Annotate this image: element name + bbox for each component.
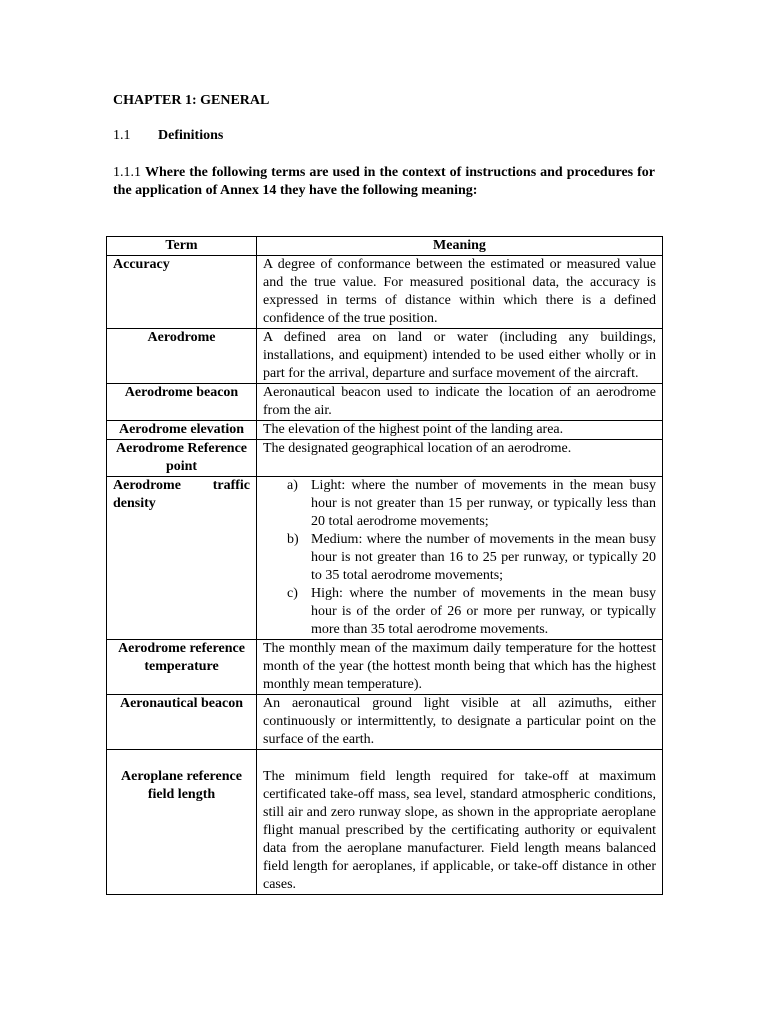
term-cell: Aerodrome traffic density: [107, 477, 257, 640]
table-row: [107, 695, 663, 750]
list-item-marker: c. c): [287, 586, 298, 601]
chapter-title: CHAPTER 1: GENERAL: [113, 93, 270, 108]
table-row: [107, 750, 663, 895]
meaning-cell: An aeronautical ground light visible at all azimuths, either continuously or intermittently, to designate a particular point on the surface of the earth.: [257, 695, 663, 750]
density-list: [263, 477, 656, 639]
term-cell: Aerodrome reference temperature: [107, 640, 257, 695]
intro-number: 1.1.1: [113, 165, 141, 180]
definitions-table: [106, 236, 663, 895]
list-item-text: High: where the number of movements in the mean busy hour is of the order of 26 or more per runway, or typically more than 35 total aerodrome movements.: [311, 586, 656, 637]
list-item: [287, 585, 656, 639]
table-row: [107, 421, 663, 440]
term-column-header: Term: [107, 237, 257, 256]
section-number: 1.1: [113, 128, 131, 143]
section-heading: [113, 128, 223, 144]
term-cell: Aerodrome beacon: [107, 384, 257, 421]
section-title: Definitions: [158, 128, 224, 143]
table-row: [107, 440, 663, 477]
term-cell: Aerodrome elevation: [107, 421, 257, 440]
meaning-cell: [257, 477, 663, 640]
list-item-marker: a. a): [287, 478, 298, 493]
table-row: [107, 256, 663, 329]
intro-paragraph: [113, 164, 655, 200]
term-cell: Aerodrome: [107, 329, 257, 384]
meaning-cell: The designated geographical location of an aerodrome.: [257, 440, 663, 477]
intro-text: Where the following terms are used in the context of instructions and procedures for the application of Annex 14 they have the following meaning:: [113, 165, 655, 198]
table-row: [107, 384, 663, 421]
meaning-cell: A degree of conformance between the estimated or measured value and the true value. For measured positional data, the accuracy is expressed in terms of distance within which there is a defined confidence of the true position.: [257, 256, 663, 329]
meaning-cell: A defined area on land or water (including any buildings, installations, and equipment) intended to be used either wholly or in part for the arrival, departure and surface movement of the aircraft.: [257, 329, 663, 384]
meaning-cell: The minimum field length required for take-off at maximum certificated take-off mass, sea level, standard atmospheric conditions, still air and zero runway slope, as shown in the appropriate aeroplane flight manual prescribed by the certificating authority or equivalent data from the aeroplane manufacturer. Field length means balanced field length for aeroplanes, if applicable, or take-off distance in other cases.: [257, 750, 663, 895]
list-item-text: Medium: where the number of movements in the mean busy hour is not greater than 16 to 25 per runway, or typically 20 to 35 total aerodrome movements;: [311, 532, 656, 583]
term-cell: Aeronautical beacon: [107, 695, 257, 750]
list-item-text: Light: where the number of movements in the mean busy hour is not greater than 15 per runway, or typically less than 20 total aerodrome movements;: [311, 478, 656, 529]
list-item: [287, 531, 656, 585]
meaning-cell: The elevation of the highest point of the landing area.: [257, 421, 663, 440]
term-cell: Accuracy: [107, 256, 257, 329]
list-item-marker: b. b): [287, 532, 299, 547]
term-cell: Aeroplane reference field length: [107, 750, 257, 895]
meaning-cell: Aeronautical beacon used to indicate the location of an aerodrome from the air.: [257, 384, 663, 421]
table-row: [107, 640, 663, 695]
list-item: [287, 477, 656, 531]
table-row: [107, 329, 663, 384]
meaning-column-header: Meaning: [257, 237, 663, 256]
term-cell: Aerodrome Reference point: [107, 440, 257, 477]
table-header-row: [107, 237, 663, 256]
table-row: [107, 477, 663, 640]
meaning-cell: The monthly mean of the maximum daily temperature for the hottest month of the year (the hottest month being that which has the highest monthly mean temperature).: [257, 640, 663, 695]
